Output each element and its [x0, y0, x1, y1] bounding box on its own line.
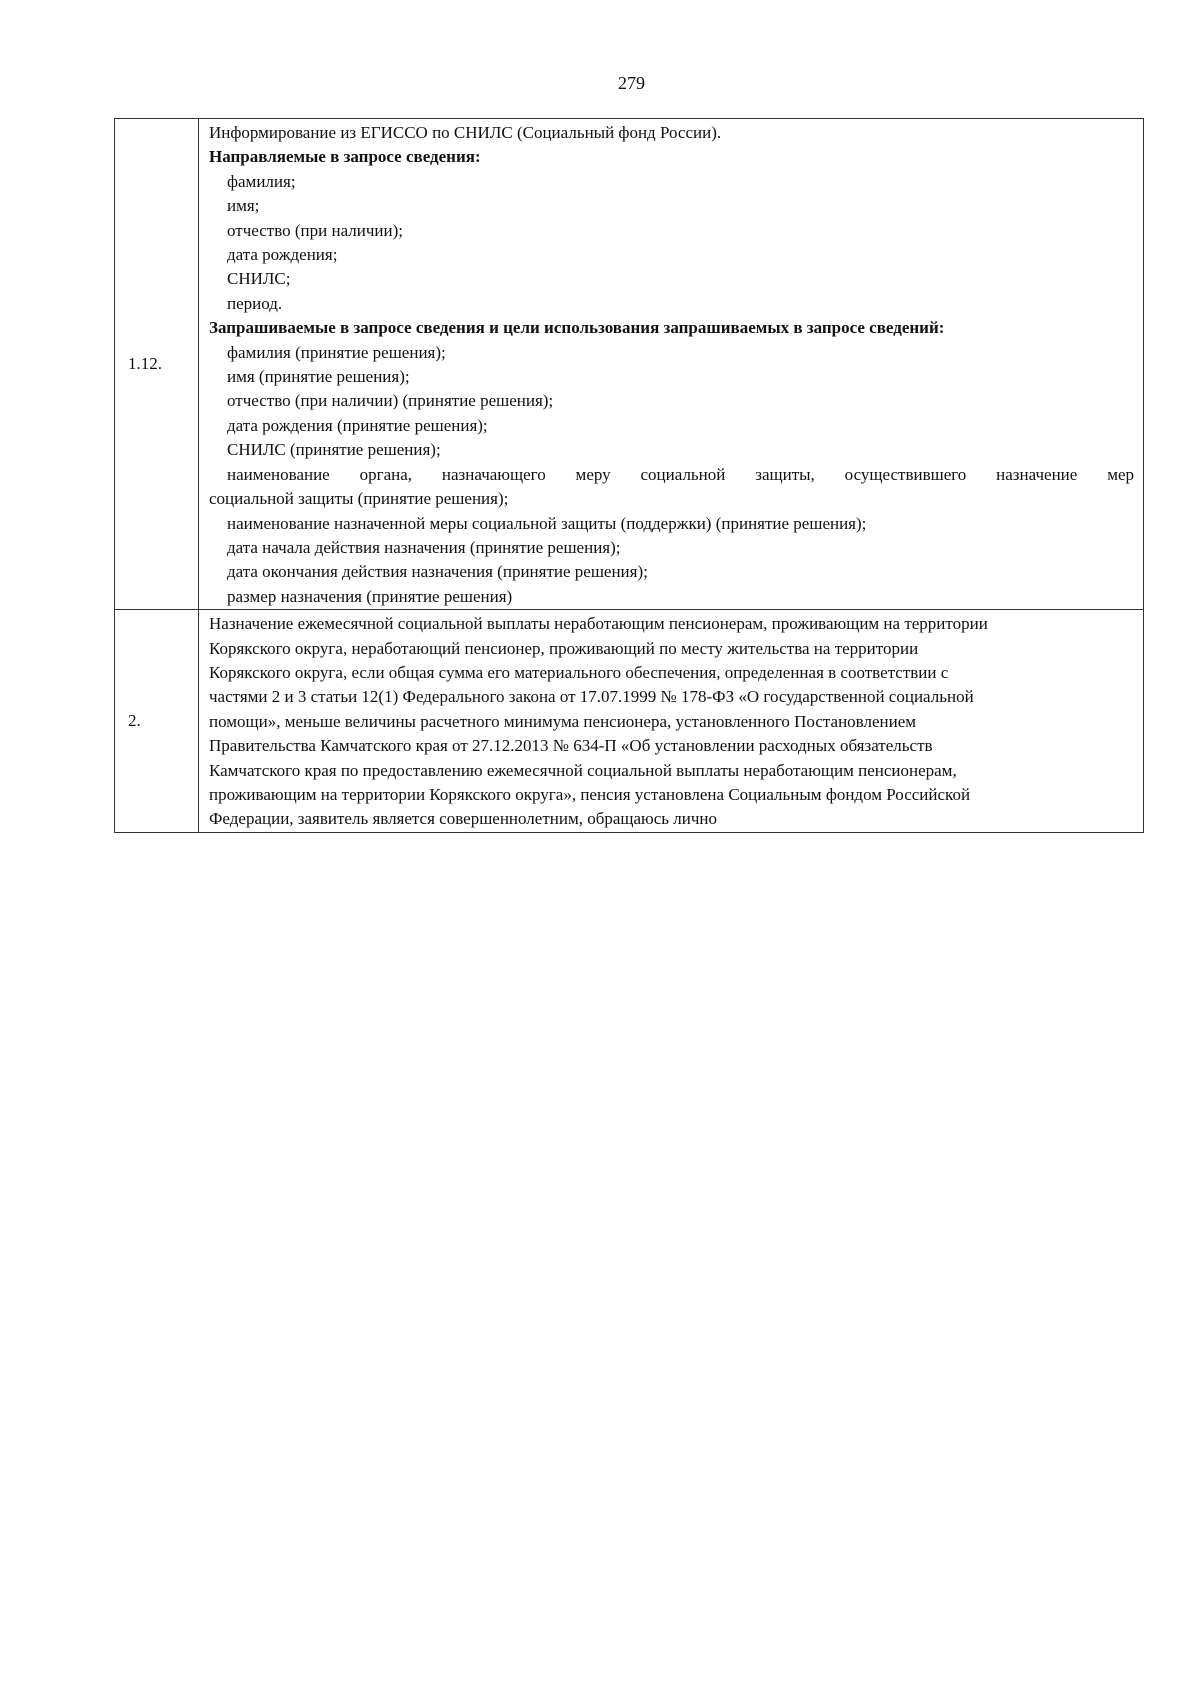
- list-item-organ-line2: социальной защиты (принятие решения);: [209, 489, 509, 509]
- services-table: [114, 118, 1144, 833]
- requested-heading: Запрашиваемые в запросе сведения и цели использования запрашиваемых в запросе сведений:: [209, 318, 945, 338]
- list-item: дата начала действия назначения (принятие решения);: [227, 537, 621, 557]
- list-item: наименование назначенной меры социальной защиты (поддержки) (принятие решения);: [227, 513, 867, 533]
- list-item: размер назначения (принятие решения): [227, 586, 513, 606]
- table-row: [115, 119, 1144, 610]
- list-item: отчество (при наличии) (принятие решения);: [227, 391, 554, 411]
- list-item: СНИЛС;: [227, 269, 291, 289]
- paragraph-line: Правительства Камчатского края от 27.12.2013 № 634-П «Об установлении расходных обязательств: [209, 736, 933, 756]
- sent-heading: Направляемые в запросе сведения:: [209, 147, 481, 167]
- paragraph-line: Федерации, заявитель является совершеннолетним, обращаюсь лично: [209, 809, 718, 829]
- paragraph-line: проживающим на территории Корякского округа», пенсия установлена Социальным фондом Российской: [209, 784, 971, 804]
- row-number: 2.: [115, 610, 199, 833]
- page-number: 279: [618, 73, 645, 93]
- paragraph-line: Камчатского края по предоставлению ежемесячной социальной выплаты неработающим пенсионерам,: [209, 760, 957, 780]
- paragraph-line: Назначение ежемесячной социальной выплаты неработающим пенсионерам, проживающим на территории: [209, 614, 988, 634]
- paragraph-line: Корякского округа, если общая сумма его материального обеспечения, определенная в соответствии с: [209, 662, 949, 682]
- list-item: дата рождения;: [227, 245, 338, 265]
- row-content: [199, 119, 1144, 610]
- list-item: фамилия (принятие решения);: [227, 342, 446, 362]
- list-item: фамилия;: [227, 171, 296, 191]
- list-item: СНИЛС (принятие решения);: [227, 440, 441, 460]
- list-item: дата рождения (принятие решения);: [227, 415, 488, 435]
- table-row: [115, 610, 1144, 833]
- paragraph-line: помощи», меньше величины расчетного минимума пенсионера, установленного Постановлением: [209, 711, 917, 731]
- row-number: 1.12.: [115, 119, 199, 610]
- paragraph-line: Корякского округа, неработающий пенсионер, проживающий по месту жительства на территории: [209, 638, 919, 658]
- list-item: отчество (при наличии);: [227, 220, 403, 240]
- list-item: имя;: [227, 196, 260, 216]
- list-item: дата окончания действия назначения (принятие решения);: [227, 562, 648, 582]
- row-title: Информирование из ЕГИССО по СНИЛС (Социальный фонд России).: [209, 123, 722, 142]
- list-item: период.: [227, 293, 283, 313]
- row-content: [199, 610, 1144, 833]
- list-item: имя (принятие решения);: [227, 367, 410, 387]
- paragraph-line: частями 2 и 3 статьи 12(1) Федерального закона от 17.07.1999 № 178-ФЗ «О государственной социальной: [209, 687, 974, 707]
- list-item-organ-line1: наименование органа, назначающего меру социальной защиты, осуществившего назначение мер: [227, 464, 1134, 484]
